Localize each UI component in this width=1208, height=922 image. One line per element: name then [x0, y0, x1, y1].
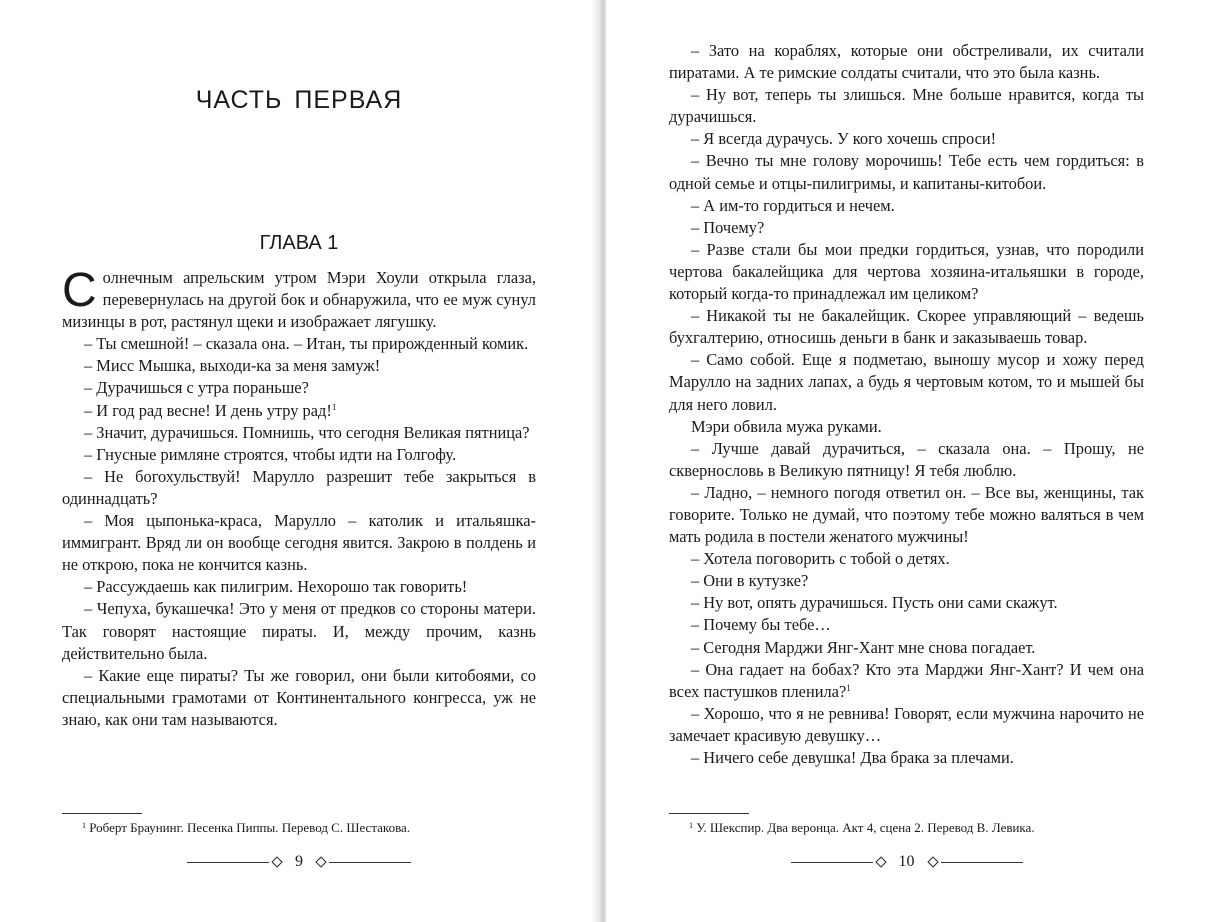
- paragraph: – Ну вот, опять дурачишься. Пусть они сами скажут.: [691, 593, 1058, 613]
- paragraph: – Какие еще пираты? Ты же говорил, они были китобоями, со специальными грамотами от Континентального конгресса, уж не знаю, как они там называются.: [62, 665, 536, 729]
- paragraph: – Дурачишься с утра пораньше?: [84, 378, 309, 398]
- paragraph: – Ничего себе девушка! Два брака за плечами.: [691, 748, 1014, 767]
- chapter-title: ГЛАВА 1: [259, 232, 339, 254]
- ornament-line: [941, 862, 1023, 863]
- left-page-text: [62, 264, 536, 731]
- paragraph: – Ладно, – немного погодя ответил он. – Все вы, женщины, так говорите. Только не думай, что поэтому тебе можно валяться в чем мать родила в постели женатого мужчины!: [669, 482, 1144, 547]
- paragraph: – Лучше давай дурачиться, – сказала она. – Прошу, не сквернословь в Великую пятницу! Я тебя люблю.: [669, 438, 1144, 480]
- footnote-number: 1: [689, 821, 693, 830]
- drop-cap: С: [62, 264, 97, 317]
- paragraph: – Никакой ты не бакалейщик. Скорее управляющий – ведешь бухгалтерию, относишь деньги в банк и заказываешь товар.: [669, 306, 1144, 348]
- paragraph: – Разве стали бы мои предки гордиться, узнав, что породили чертова бакалейщика для чертова хозяина-итальяшки в городе, который когда-то принадлежал им целиком?: [669, 239, 1144, 304]
- paragraph: – Зато на кораблях, которые они обстреливали, их считали пиратами. А те римские солдаты считали, что это была казнь.: [669, 41, 1144, 83]
- ornament-line: [791, 862, 873, 863]
- ornament-line: [329, 862, 411, 863]
- paragraph-with-footnote: [669, 659, 1144, 703]
- diamond-ornament-icon: [271, 856, 282, 867]
- paragraph: – Мисс Мышка, выходи-ка за меня замуж!: [84, 356, 381, 376]
- first-paragraph-text: олнечным апрельским утром Мэри Хоули открыла глаза, перевернулась на другой бок и обнаружила, что ее муж сунул мизинцы в рот, растянул щеки и изображает лягушку.: [62, 268, 536, 332]
- paragraph: – Ты смешной! – сказала она. – Итан, ты прирожденный комик.: [84, 334, 529, 354]
- paragraph: – А им-то гордиться и нечем.: [691, 195, 895, 215]
- paragraph: – Они в кутузке?: [691, 571, 809, 591]
- paragraph: – Значит, дурачишься. Помнишь, что сегодня Великая пятница?: [84, 422, 530, 442]
- paragraph: – Гнусные римляне строятся, чтобы идти на Голгофу.: [84, 444, 457, 464]
- footnote-number: 1: [82, 821, 86, 830]
- page-number-ornament: [669, 852, 1144, 872]
- diamond-ornament-icon: [875, 856, 886, 867]
- page-number: 10: [898, 853, 915, 870]
- paragraph: – Не богохульствуй! Марулло разрешит тебе закрыться в одиннадцать?: [62, 466, 536, 508]
- footnote-text: Роберт Браунинг. Песенка Пиппы. Перевод С. Шестакова.: [89, 820, 411, 835]
- paragraph: – Хорошо, что я не ревнива! Говорят, если мужчина нарочито не замечает красивую девушку…: [669, 703, 1144, 745]
- page-number: 9: [295, 853, 303, 870]
- footnote-divider: [669, 813, 749, 814]
- paragraph-with-footnote: [62, 400, 536, 422]
- footnote-text: У. Шекспир. Два веронца. Акт 4, сцена 2. Перевод В. Левика.: [696, 820, 1035, 835]
- paragraph: – Вечно ты мне голову морочишь! Тебе есть чем гордиться: в одной семье и отцы-пилигримы, и капитаны-китобои.: [669, 151, 1144, 193]
- paragraph: – Почему?: [691, 217, 765, 237]
- part-title: ЧАСТЬ ПЕРВАЯ: [195, 86, 403, 114]
- paragraph: – Я всегда дурачусь. У кого хочешь спроси!: [691, 129, 997, 149]
- paragraph: – Хотела поговорить с тобой о детях.: [691, 549, 950, 569]
- footnote: [689, 820, 1169, 836]
- right-page-text: [669, 40, 1144, 769]
- paragraph: – Чепуха, букашечка! Это у меня от предков со стороны матери. Так говорят настоящие пираты. И, между прочим, казнь действительно была.: [62, 599, 536, 663]
- paragraph: – Само собой. Еще я подметаю, выношу мусор и хожу перед Марулло на задних лапах, а будь я чертовым котом, то и мышей бы для него ловил.: [669, 350, 1144, 414]
- ornament-line: [187, 862, 269, 863]
- paragraph: – Сегодня Марджи Янг-Хант мне снова погадает.: [691, 637, 1036, 657]
- paragraph: – Почему бы тебе…: [691, 615, 831, 635]
- first-paragraph: [62, 264, 536, 333]
- diamond-ornament-icon: [315, 856, 326, 867]
- paragraph-text: – Она гадает на бобах? Кто эта Марджи Янг-Хант? И чем она всех пастушков пленила?: [669, 659, 1144, 701]
- footnote-mark: 1: [331, 401, 337, 412]
- left-page: [0, 0, 600, 922]
- paragraph-text: – И год рад весне! И день утру рад!: [84, 400, 332, 420]
- page-number-ornament: [62, 852, 536, 872]
- paragraph: – Моя цыпонька-краса, Марулло – католик и итальяшка-иммигрант. Вряд ли он вообще сегодня явится. Закрою в полдень и не открою, пока не кончится казнь.: [62, 511, 536, 575]
- paragraph: – Рассуждаешь как пилигрим. Нехорошо так говорить!: [84, 577, 468, 597]
- paragraph: Мэри обвила мужа руками.: [691, 416, 882, 436]
- footnote: [82, 820, 542, 836]
- footnote-mark: 1: [846, 682, 851, 693]
- paragraph: – Ну вот, теперь ты злишься. Мне больше нравится, когда ты дурачишься.: [669, 85, 1144, 127]
- footnote-divider: [62, 813, 142, 814]
- diamond-ornament-icon: [927, 856, 938, 867]
